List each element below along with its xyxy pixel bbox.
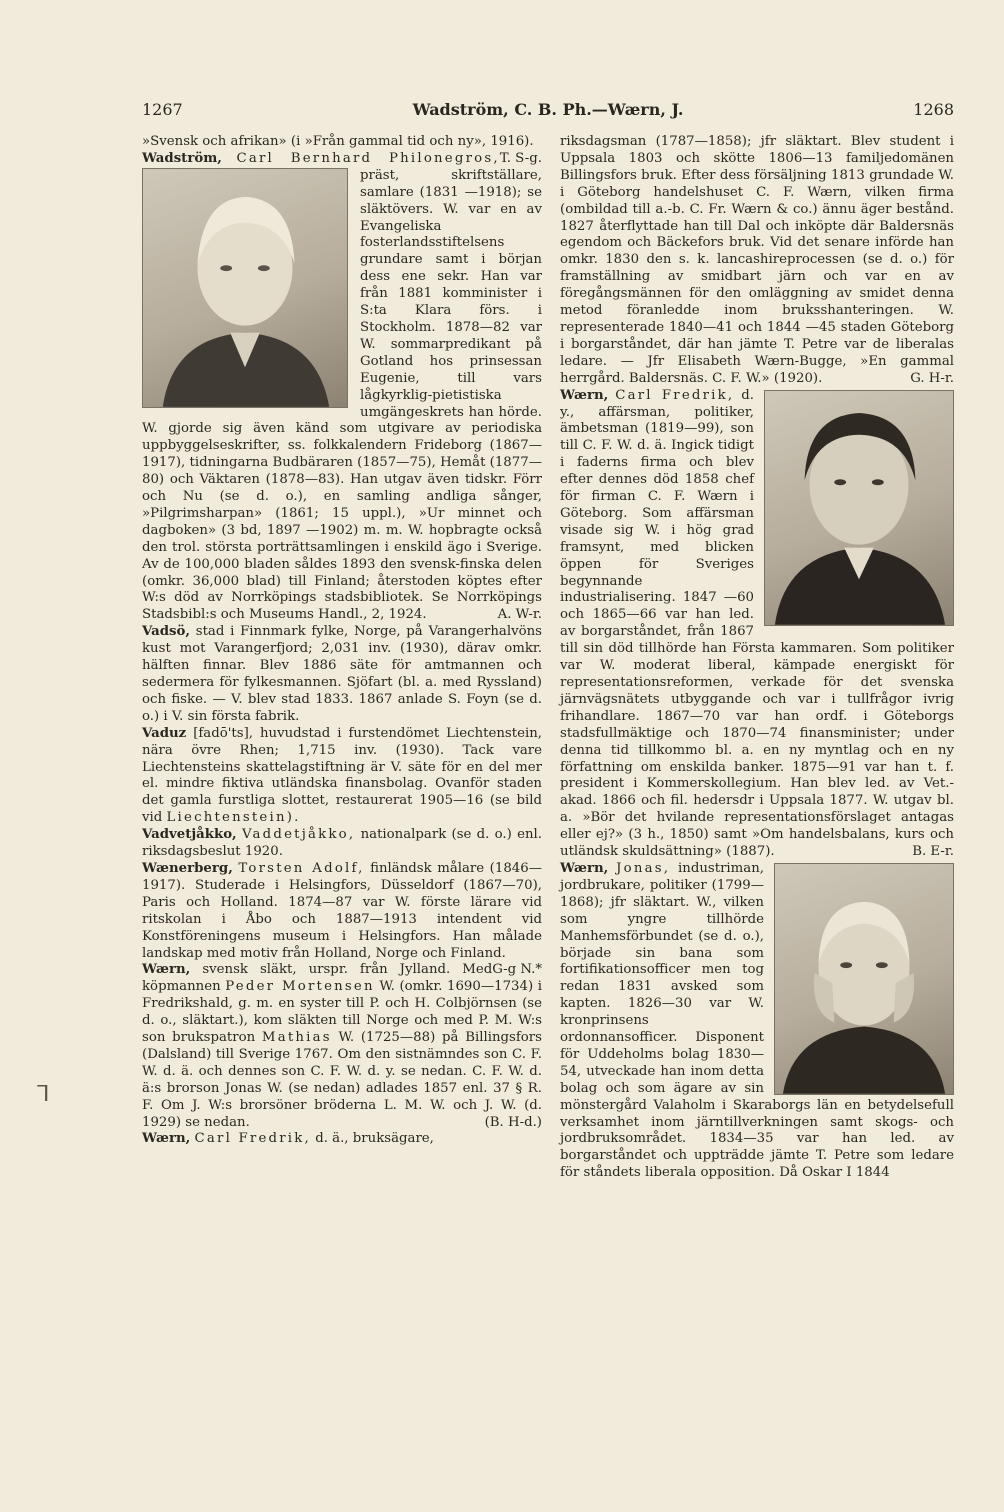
spaced-name: Jonas, — [616, 860, 671, 876]
portrait-waern-cf-figure — [765, 391, 953, 625]
left-column — [142, 134, 542, 1148]
signature: T. S-g. — [499, 150, 542, 166]
entry-vadvetjakko: Vadvetjåkko, Vaddetjåkko, nationalpark (se d. o.) enl. riksdagsbeslut 1920. — [142, 827, 542, 860]
signature: (B. H-d.) — [484, 1114, 542, 1130]
spaced-name: Vaddetjåkko, — [241, 827, 356, 843]
entry-waern-jonas: Wærn, Jonas, industriman, jordbrukare, politiker (1799—1868); jfr släktart. W., vilken som yngre tillhörde Manhemsförbundet (se d. o.), började sin bana som fortifikationsofficer men tog redan 1831 avsked som kapten. 1826—30 var W. kronprinsens ordonnansofficer. Disponent för Uddeholms bolag 1830—54, utveckade han inom detta bolag och som ägare av sin mönstergård Valaholm i Skaraborgs län en betydelsefull verksamhet inom järntillverkningen samt skogs- och jordbruksområdet. 1834—35 var han led. av borgarståndet och uppträdde jämte T. Petre som ledare för ståndets liberala opposition. Då Oskar I 1844 — [560, 860, 954, 1181]
spaced-name: Carl Fredrik, — [615, 387, 735, 403]
headword: Wærn, — [560, 387, 609, 403]
margin-mark: ᒣ — [36, 1082, 50, 1107]
entry-waern-cf-elder: Wærn, Carl Fredrik, d. ä., bruksägare, — [142, 1131, 434, 1147]
spaced-name: Torsten Adolf, — [238, 860, 365, 876]
portrait-waern-jonas-figure — [775, 864, 953, 1094]
entry-waenerberg: Wænerberg, Torsten Adolf, finländsk målare (1846—1917). Studerade i Helsingfors, Düsseldorf (1867—70), Paris och Holland. 1874—87 var W. förste lärare vid ritskolan i Åbo och 1887—1913 intendent vid Konstföreningens museum i Helsingfors. Han målade landskap med motiv från Holland, Norge och Finland. G-g N.* — [142, 860, 543, 978]
spaced-name: Mathias — [261, 1030, 332, 1046]
paragraph-prev-article: »Svensk och afrikan» (i »Från gammal tid och ny», 1916). T. S-g. — [142, 134, 542, 166]
portrait-image — [764, 390, 954, 626]
page-number-right: 1268 — [913, 100, 954, 119]
right-column — [560, 134, 954, 1182]
page-number-left: 1267 — [142, 100, 183, 119]
headword: Wadström, — [142, 150, 222, 166]
entry-waern-cf-elder-cont: riksdagsman (1787—1858); jfr släktart. Blev student i Uppsala 1803 och skötte 1806—13 familjedomänen Billingsfors bruk. Efter dess försäljning 1813 grundade W. i Göteborg handelshuset C. F. Wærn, vilken firma (ombildad till a.-b. C. Fr. Wærn & co.) ännu äger bestånd. 1827 återflyttade han till Dal och inköpte där Baldersnäs egendom och Bäckefors bruk. Vid det senare införde han omkr. 1830 den s. k. lancashireprocessen (se d. o.) för framställning av smidbart järn och var en av föregångsmännen för den omläggning av smidet denna metod föranledde inom bruksshanteringen. W. representerade 1840—41 och 1844 —45 staden Göteborg i borgarståndet, där han jämte T. Petre var de liberalas ledare. — Jfr Elisabeth Wærn-Bugge, »En gammal herrgård. Baldersnäs. C. F. W.» (1920). G. H-r. — [560, 134, 954, 386]
headword: Wærn, — [560, 860, 609, 876]
entry-vaduz: Vaduz [fadō'ts], huvudstad i furstendömet Liechtenstein, nära övre Rhen; 1,715 inv. (1930). Tack vare Liechtensteins skattelagstiftning är V. säte för en del mer el. mindre fiktiva utländska finansbolag. Ovanför staden det gamla furstliga slottet, restaurerat 1905—16 (se bild vid Liechtenstein). — [142, 725, 542, 826]
headword: Vadsö, — [142, 624, 190, 640]
portrait-image — [774, 863, 954, 1095]
spaced-name: Peder Mortensen — [225, 979, 375, 995]
signature: B. E-r. — [912, 844, 954, 860]
entry-wadstrom: Wadström, Carl Bernhard Philonegros, präst, skriftställare, samlare (1831 —1918); se släktövers. W. var en av Evangeliska fosterlandsstiftelsens grundare samt i början dess ene sekr. Han var från 1881 komminister i S:ta Klara förs. i Stockholm. 1878—82 var W. sommarpredikant på Gotland hos prinsessan Eugenie, till vars lågkyrklig-pietistiska umgängeskrets han hörde. W. gjorde sig även känd som utgivare av periodiska uppbyggelseskrifter, ss. folkkalendern Frideborg (1867—1917), tidningarna Budbäraren (1857—75), Hemåt (1877—80) och Väktaren (1878—83). Han utgav även tidskr. Förr och Nu (se d. o.), en samling andliga sånger, »Pilgrimsharpan» (1861; 15 uppl.), »Ur minnet och dagboken» (3 bd, 1897 —1902) m. m. W. hopbragte också den trol. största porträttsamlingen i enskild ägo i Sverige. Av de 100,000 bladen såldes 1893 den svensk-finska delen (omkr. 36,000 blad) till Finland; återstoden köptes efter W:s död av Norrköpings stadsbibliotek. Se Norrköpings Stadsbibl:s och Museums Handl., 2, 1924. A. W-r. — [142, 150, 542, 623]
entry-waern-cf-younger: Wærn, Carl Fredrik, d. y., affärsman, politiker, ämbetsman (1819—99), son till C. F. W. d. ä. Ingick tidigt i faderns firma och blev efter dennes död 1858 chef för firman C. F. Wærn i Göteborg. Som affärsman visade sig W. i hög grad framsynt, med blicken öppen för Sveriges begynnande industrialisering. 1847 —60 och 1865—66 var han led. av borgarståndet, från 1867 till sin död tillhörde han Första kammaren. Som politiker var W. moderat liberal, kämpade energiskt för representationsreformen, verkade för det svenska järnvägsnätets utbyggande och var i tullfrågor ivrig frihandlare. 1867—70 var han ordf. i Göteborgs stadsfullmäktige och 1870—74 finansminister; under denna tid tillkommo bl. a. en ny myntlag och en ny författning om enskilda banker. 1875—91 var han t. f. president i Kommerskollegium. Han blev led. av Vet.-akad. 1866 och fil. hedersdr i Uppsala 1877. W. utgav bl. a. »Bör det hvilande representationsförslaget antagas eller ej?» (3 h., 1850) samt »Om handelsbalans, kurs och utländsk skuldsättning» (1887). B. E-r. — [560, 387, 954, 860]
headword: Vaduz — [142, 725, 187, 741]
entry-waern-family: Wærn, svensk släkt, urspr. från Jylland. Med köpmannen Peder Mortensen W. (omkr. 1690—1734) i Fredrikshald, g. m. en syster till P. och H. Colbjörnsen (se d. o., släktart.), kom släkten till Norge och med P. M. W:s son brukspatron Mathias W. (1725—88) på Billingsfors (Dalsland) till Sverige 1767. Om den sistnämndes son C. F. W. d. ä. och dennes son C. F. W. d. y. se nedan. C. F. W. d. ä:s brorson Jonas W. (se nedan) adlades 1857 enl. 37 § R. F. Om J. W:s brorsöner bröderna L. M. W. och J. W. (d. 1929) se nedan. (B. H-d.) — [142, 962, 542, 1130]
portrait-wadstrom-figure — [143, 169, 347, 407]
headword: Wærn, — [142, 1131, 191, 1147]
signature: A. W-r. — [497, 607, 542, 623]
headword: Vadvetjåkko, — [142, 827, 237, 843]
running-title: Wadström, C. B. Ph.—Wærn, J. — [412, 100, 684, 119]
spaced-name: Carl Fredrik, — [194, 1131, 311, 1147]
entry-vadso: Vadsö, stad i Finnmark fylke, Norge, på Varangerhalvöns kust mot Varangerfjord; 2,031 inv. (1930), därav omkr. hälften finnar. Blev 1886 säte för amtmannen och sedermera för fylkesmannen. Sjöfart (bl. a. med Ryssland) och fiske. — V. blev stad 1833. 1867 anlade S. Foyn (se d. o.) i V. sin första fabrik. — [142, 624, 543, 724]
signature: G-g N.* — [492, 962, 542, 978]
signature: G. H-r. — [910, 370, 954, 386]
spaced-name: Carl Bernhard Philonegros, — [236, 150, 500, 166]
headword: Wærn, — [142, 962, 191, 978]
running-header — [142, 100, 954, 124]
spaced-name: Liechtenstein). — [166, 810, 301, 826]
portrait-image — [142, 168, 348, 408]
headword: Wænerberg, — [142, 860, 233, 876]
